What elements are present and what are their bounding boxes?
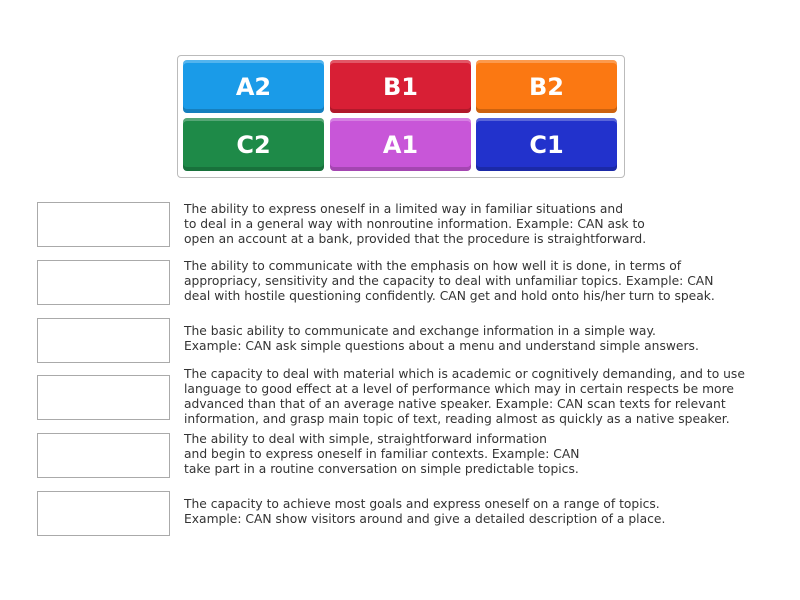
drop-slot-1[interactable] <box>37 202 170 247</box>
description-5: The ability to deal with simple, straightforward information and begin to express oneself in familiar contexts. Example: CAN take part in a routine conversation on simple predictable topics. <box>184 432 580 476</box>
description-6: The capacity to achieve most goals and express oneself on a range of topics. Example: CAN show visitors around and give a detailed description of a place. <box>184 497 666 526</box>
drop-slot-6[interactable] <box>37 491 170 536</box>
description-1: The ability to express oneself in a limited way in familiar situations and to deal in a general way with nonroutine information. Example: CAN ask to open an account at a bank, provided that the procedure is straightforward. <box>184 202 647 246</box>
description-4: The capacity to deal with material which is academic or cognitively demanding, and to use language to good effect at a level of performance which may in certain respects be more advanced than that of an average native speaker. Example: CAN scan texts for relevant information, and grasp main topic of text, reading almost as quickly as a native speaker. <box>184 367 745 426</box>
tile-b1[interactable]: B1 <box>330 60 471 113</box>
drop-slot-2[interactable] <box>37 260 170 305</box>
drop-slot-5[interactable] <box>37 433 170 478</box>
drop-slot-3[interactable] <box>37 318 170 363</box>
tile-c2[interactable]: C2 <box>183 118 324 171</box>
description-2: The ability to communicate with the emphasis on how well it is done, in terms of appropriacy, sensitivity and the capacity to deal with unfamiliar topics. Example: CAN deal with hostile questioning confidently. CAN get and hold onto his/her turn to speak. <box>184 259 715 303</box>
tile-a2[interactable]: A2 <box>183 60 324 113</box>
tile-c1[interactable]: C1 <box>476 118 617 171</box>
tile-a1[interactable]: A1 <box>330 118 471 171</box>
tile-b2[interactable]: B2 <box>476 60 617 113</box>
drop-slot-4[interactable] <box>37 375 170 420</box>
description-3: The basic ability to communicate and exchange information in a simple way. Example: CAN ask simple questions about a menu and understand simple answers. <box>184 324 699 353</box>
